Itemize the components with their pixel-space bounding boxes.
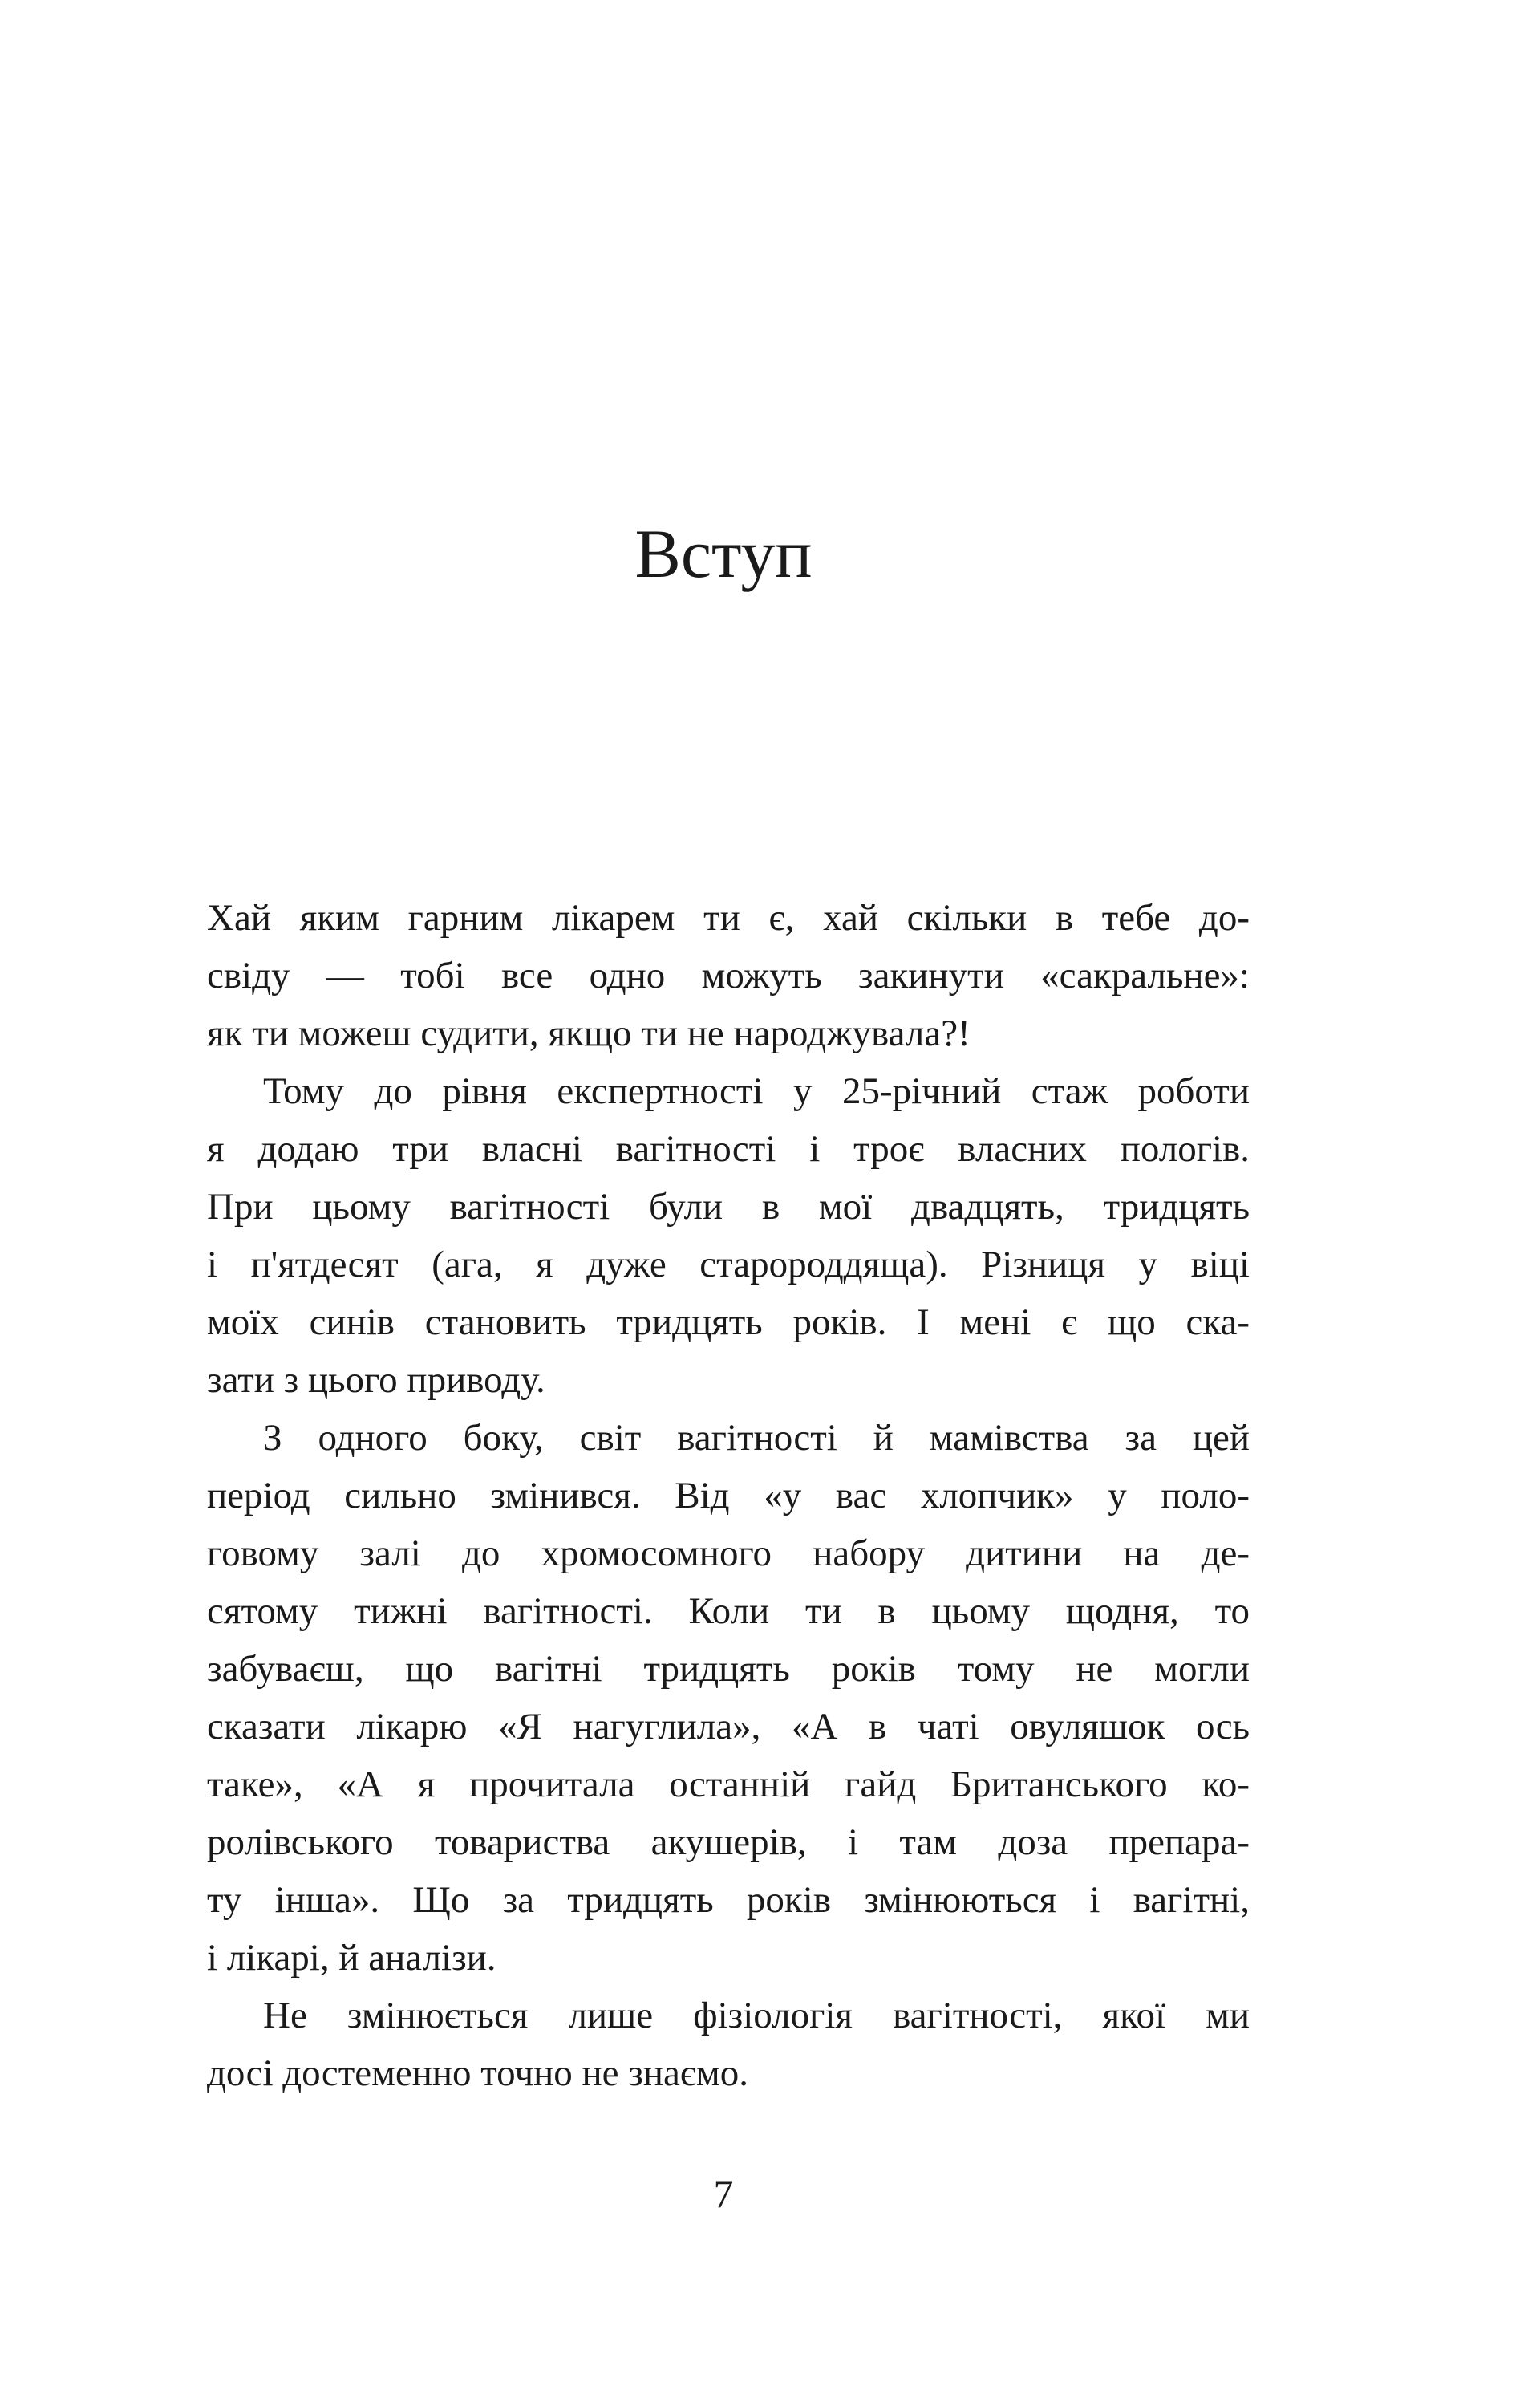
text-line: Хай яким гарним лікарем ти є, хай скільки в тебе до- <box>207 897 1250 939</box>
text-line: свіду — тобі все одно можуть закинути «сакральне»: <box>207 955 1250 997</box>
text-line: Не змінюється лише фізіологія вагітності, якої ми <box>263 1995 1250 2036</box>
text-line: ту інша». Що за тридцять років змінюються і вагітні, <box>207 1879 1250 1921</box>
text-line: сказати лікарю «Я нагуглила», «А в чаті овуляшок ось <box>207 1706 1250 1747</box>
page-number: 7 <box>713 2171 734 2216</box>
text-line: ролівського товариства акушерів, і там доза препара- <box>207 1821 1250 1863</box>
text-line: забуваєш, що вагітні тридцять років тому не могли <box>207 1648 1250 1690</box>
text-line: і лікарі, й аналізи. <box>207 1937 496 1979</box>
text-line: говому залі до хромосомного набору дитини на де- <box>207 1532 1250 1574</box>
text-line: Тому до рівня експертності у 25-річний стаж роботи <box>263 1070 1250 1112</box>
text-line: сятому тижні вагітності. Коли ти в цьому щодня, то <box>207 1590 1250 1632</box>
text-line: і п'ятдесят (ага, я дуже старороддяща). Різниця у віці <box>207 1244 1250 1285</box>
text-line: як ти можеш судити, якщо ти не народжувала?! <box>207 1013 971 1054</box>
chapter-title: Вступ <box>634 515 813 592</box>
text-line: зати з цього приводу. <box>207 1359 545 1401</box>
text-line: я додаю три власні вагітності і троє власних пологів. <box>207 1128 1250 1170</box>
text-line: З одного боку, світ вагітності й мамівства за цей <box>263 1417 1250 1459</box>
chapter-body <box>207 889 1250 2102</box>
text-line: При цьому вагітності були в мої двадцять, тридцять <box>207 1186 1250 1228</box>
text-line: період сильно змінився. Від «у вас хлопчик» у поло- <box>207 1475 1250 1516</box>
text-line: моїх синів становить тридцять років. І мені є що ска- <box>207 1301 1250 1343</box>
text-line: досі достеменно точно не знаємо. <box>207 2052 749 2094</box>
text-line: таке», «А я прочитала останній гайд Британського ко- <box>207 1764 1250 1805</box>
